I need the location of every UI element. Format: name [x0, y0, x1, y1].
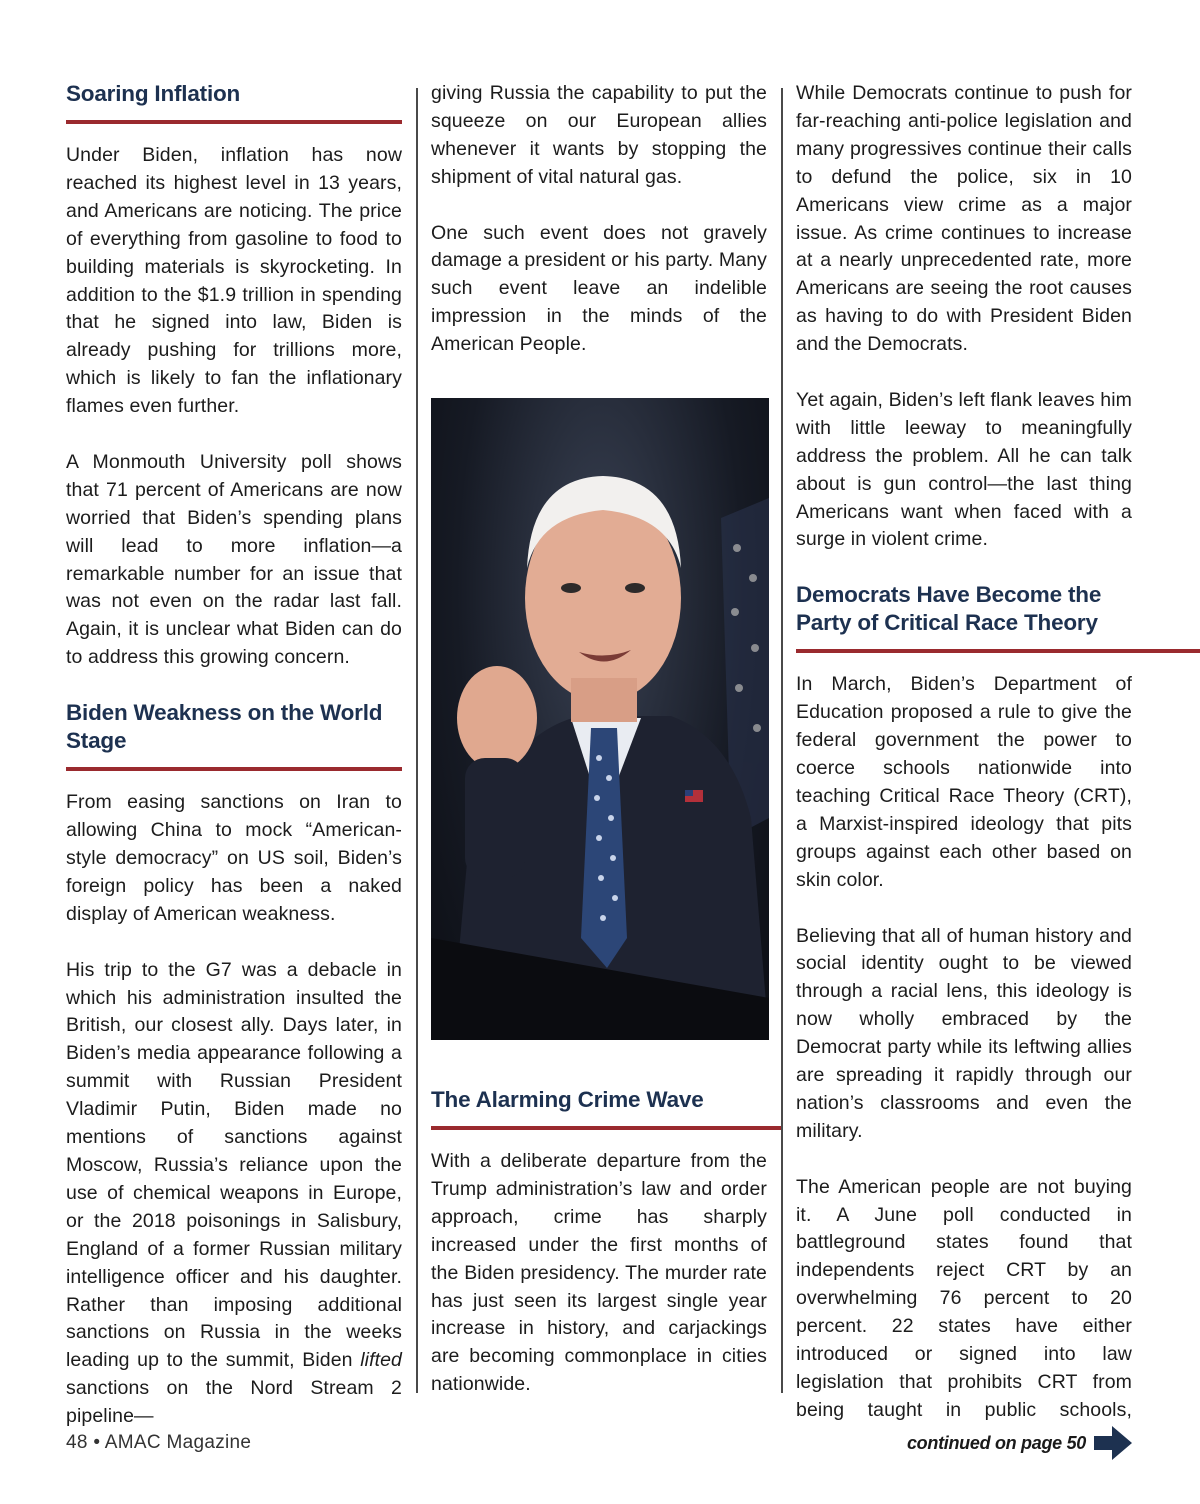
text-run: sanctions on the Nord Stream 2 pipeline— [66, 1377, 402, 1428]
paragraph: The American people are not buying it. A June poll conducted in battleground states found that independents reject CRT by an overwhelming 76 percent to 20 percent. 22 states have either introduced or signed into law legislation that prohibits CRT from being taught in public schools, [796, 1175, 1132, 1421]
section-divider [796, 649, 1200, 653]
paragraph [66, 957, 402, 1431]
page-number-label: 48 • AMAC Magazine [66, 1432, 252, 1453]
paragraph: Under Biden, inflation has now reached its highest level in 13 years, and Americans are noticing. The price of everything from gasoline to food to building materials is skyrocketing. In addition to the $1.9 trillion in spending that he signed into law, Biden is already pushing for trillions more, which is likely to fan the inflationary flames even further. [66, 144, 402, 418]
biden-photo [431, 398, 769, 1040]
right-arrow-icon[interactable] [1092, 1424, 1134, 1462]
paragraph: From easing sanctions on Iran to allowing China to mock “American-style democracy” on US soil, Biden’s foreign policy has been a naked display of American weakness. [66, 791, 402, 925]
paragraph: With a deliberate departure from the Trump administration’s law and order approach, crime has sharply increased under the first months of the Biden presidency. The murder rate has just seen its largest single year increase in history, and carjackings are becoming commonplace in cities nationwide. [431, 1150, 767, 1396]
continued-link[interactable] [907, 1424, 1134, 1462]
speaker-illustration [431, 398, 769, 1040]
paragraph: giving Russia the capability to put the squeeze on our European allies whenever it wants by stopping the shipment of vital natural gas. [431, 82, 767, 188]
heading-alarming-crime-wave: The Alarming Crime Wave [431, 1087, 704, 1112]
paragraph: Yet again, Biden’s left flank leaves him with little leeway to meaningfully address the problem. All he can talk about is gun control—the last thing Americans want when faced with a surge in violent crime. [796, 388, 1132, 551]
column-divider [781, 88, 783, 1393]
heading-biden-weakness: Biden Weakness on the World Stage [66, 700, 383, 754]
crime-section [431, 1086, 767, 1399]
text-run: His trip to the G7 was a debacle in which his administration insulted the British, our closest ally. Days later, in Biden’s media appearance following a summit with Russian President Vladimir Putin, Biden made no mentions of sanctions against Moscow, Russia’s reliance upon the use of chemical weapons in Europe, or the 2018 poisonings in Salisbury, England of a former Russian military intelligence officer and his daughter. Rather than imposing additional sanctions on Russia in the weeks leading up to the summit, Biden [66, 958, 402, 1372]
paragraph: One such event does not gravely damage a president or his party. Many such event leave an indelible impression in the minds of the American People. [431, 221, 767, 356]
section-divider [66, 767, 402, 771]
paragraph: In March, Biden’s Department of Education proposed a rule to give the federal government the power to coerce schools nationwide into teaching Critical Race Theory (CRT), a Marxist-inspired ideology that pits groups against each other based on skin color. [796, 673, 1132, 891]
column-1 [66, 80, 402, 1431]
column-divider [416, 88, 418, 1393]
emphasis-text: lifted [360, 1349, 402, 1372]
continued-text[interactable]: continued on page 50 [906, 1432, 1086, 1453]
column-2 [431, 80, 767, 359]
section-divider [431, 1126, 781, 1130]
paragraph: While Democrats continue to push for far-reaching anti-police legislation and many progressives continue their calls to defund the police, six in 10 Americans view crime as a major issue. As crime continues to increase at a nearly unprecedented rate, more Americans are seeing the root causes as having to do with President Biden and the Democrats. [796, 82, 1132, 356]
heading-critical-race-theory: Democrats Have Become the Party of Critical Race Theory [796, 582, 1102, 636]
paragraph: Believing that all of human history and social identity ought to be viewed through a racial lens, this ideology is now wholly embraced by the Democrat party while its leftwing allies are spreading it rapidly through our nation’s classrooms and even the military. [796, 924, 1132, 1142]
section-divider [66, 120, 402, 124]
heading-soaring-inflation: Soaring Inflation [66, 81, 241, 106]
paragraph: A Monmouth University poll shows that 71 percent of Americans are now worried that Biden’s spending plans will lead to more inflation—a remarkable number for an issue that was not even on the radar last fall. Again, it is unclear what Biden can do to address this growing concern. [66, 450, 402, 669]
column-3 [796, 80, 1132, 1425]
